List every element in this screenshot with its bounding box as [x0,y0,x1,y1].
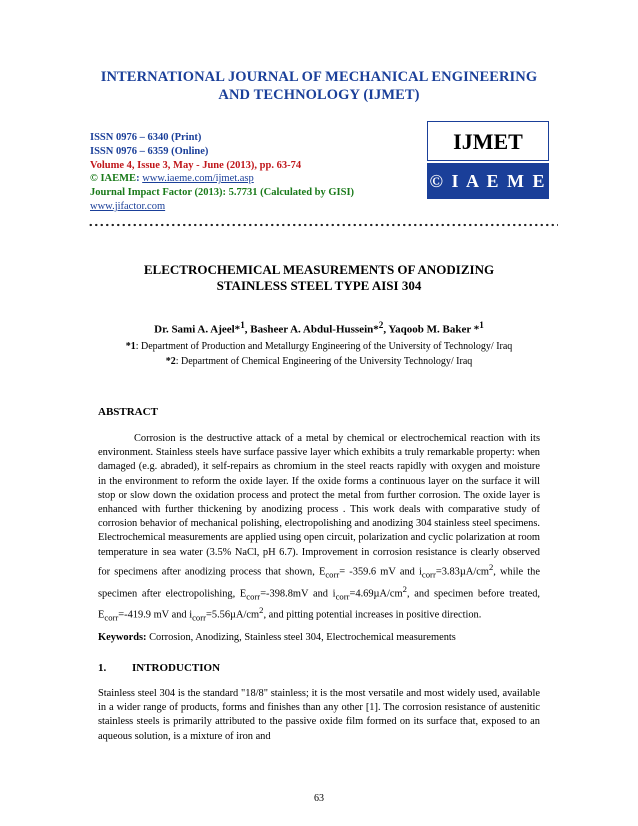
author-separator: , [383,323,389,336]
affiliation-2 [40,355,598,369]
abstract-heading: ABSTRACT [98,406,158,418]
subscript: corr [421,569,436,580]
author-list [40,320,598,336]
journal-title [40,68,598,104]
iaeme-line [90,172,354,186]
section-number: 1. [98,662,107,674]
subscript: corr [335,591,350,602]
paper-title [60,262,578,294]
iaeme-separator: : [136,173,143,185]
affiliation-1 [40,340,598,354]
keywords [98,632,540,643]
journal-title-line1: INTERNATIONAL JOURNAL OF MECHANICAL ENGINEERING [100,69,538,85]
section-heading-introduction [98,662,220,674]
journal-title-line2: AND TECHNOLOGY (IJMET) [218,87,420,103]
abstract-text: , and pitting potential increases in positive direction. [263,609,482,621]
abstract-text: =5.56µA/cm [206,609,260,621]
abstract-text: =-419.9 mV and i [118,609,193,621]
issn-print: ISSN 0976 – 6340 (Print) [90,132,202,143]
abstract-body [98,432,540,625]
iaeme-logo: © I A E M E [427,163,549,199]
affiliation-2-marker: *2 [165,356,176,367]
affiliation-1-text: : Department of Production and Metallurgy Engineering of the University of Technology/ Iraq [135,341,513,352]
affiliation-1-marker: *1 [125,341,136,352]
superscript: 2 [259,605,264,616]
author-2: Basheer A. Abdul-Hussein* [250,323,379,336]
author-1-sup: 1 [240,320,245,330]
volume-info: Volume 4, Issue 3, May - June (2013), pp. 63-74 [90,159,302,171]
abstract-text: , while the specimen after electropolishing, E [98,566,540,600]
author-separator: , [244,323,251,336]
abstract-text: =4.69µA/cm [349,588,403,600]
paper-title-line2: STAINLESS STEEL TYPE AISI 304 [216,278,422,293]
abstract-text: , and specimen before treated, E [98,588,540,621]
page-number: 63 [314,793,324,804]
jifactor-link[interactable]: www.jifactor.com [90,200,166,212]
iaeme-prefix: © IAEME [90,173,137,185]
impact-factor: Journal Impact Factor (2013): 5.7731 (Calculated by GISI) [90,187,355,199]
subscript: corr [325,569,340,580]
keywords-text: Corrosion, Anodizing, Stainless steel 304, Electrochemical measurements [146,632,456,643]
author-1: Dr. Sami A. Ajeel* [154,323,241,336]
dotted-divider [88,222,558,228]
paper-title-line1: ELECTROCHEMICAL MEASUREMENTS OF ANODIZING [143,262,495,277]
ijmet-logo: IJMET [427,121,549,161]
issn-online: ISSN 0976 – 6359 (Online) [90,145,209,157]
author-3: Yaqoob M. Baker * [388,323,480,336]
affiliation-2-text: : Department of Chemical Engineering of the University Technology/ Iraq [175,356,473,367]
section-title: INTRODUCTION [132,662,221,674]
journal-metadata [90,131,354,214]
superscript: 2 [488,561,494,572]
keywords-label: Keywords: [98,632,147,643]
abstract-text: =3.83µA/cm [435,566,489,578]
subscript: corr [104,612,119,623]
abstract-text: =-398.8mV and i [260,588,336,600]
abstract-text: Corrosion is the destructive attack of a metal by chemical or electrochemical reaction with its environment. Stainless steels have surface passive layer which exhibits a truly remarkable property: when damaged (e.g. abraded), it self-repairs as chromium in the steel reacts rapidly with oxygen and moisture in the environment to reform the oxide layer. If the oxide forms a continuous layer on the surface it will stop or slow down the oxidation process and protect the metal from further corrosion. The oxide layer is enhanced with further thickening by anodizing process . This work deals with comparative study of corrosion behavior of mechanical polishing, electropolishing and anodizing 304 stainless steel specimens. Electrochemical measurements are applied using open circuit, polarization and cyclic polarization at room temperature in sea water (3.5% NaCl, pH 6.7). Improvement in corrosion resistance is clearly observed for specimens after anodizing process that shown, E [98,433,540,578]
introduction-body: Stainless steel 304 is the standard "18/8" stainless; it is the most versatile and most widely used, available in a wider range of products, forms and finishes than any other [1]. The corrosion resistance of austenitic stainless steels is primarily attributed to the passive oxide film formed on its surface that, exposed to an aqueous solution, is a mixture of iron and [98,688,540,742]
abstract-text: = -359.6 mV and i [339,566,422,578]
subscript: corr [246,591,261,602]
author-2-sup: 2 [378,320,384,330]
subscript: corr [192,612,207,623]
superscript: 2 [402,583,407,594]
iaeme-link[interactable]: www.iaeme.com/ijmet.asp [142,173,254,185]
author-3-sup: 1 [479,320,484,330]
